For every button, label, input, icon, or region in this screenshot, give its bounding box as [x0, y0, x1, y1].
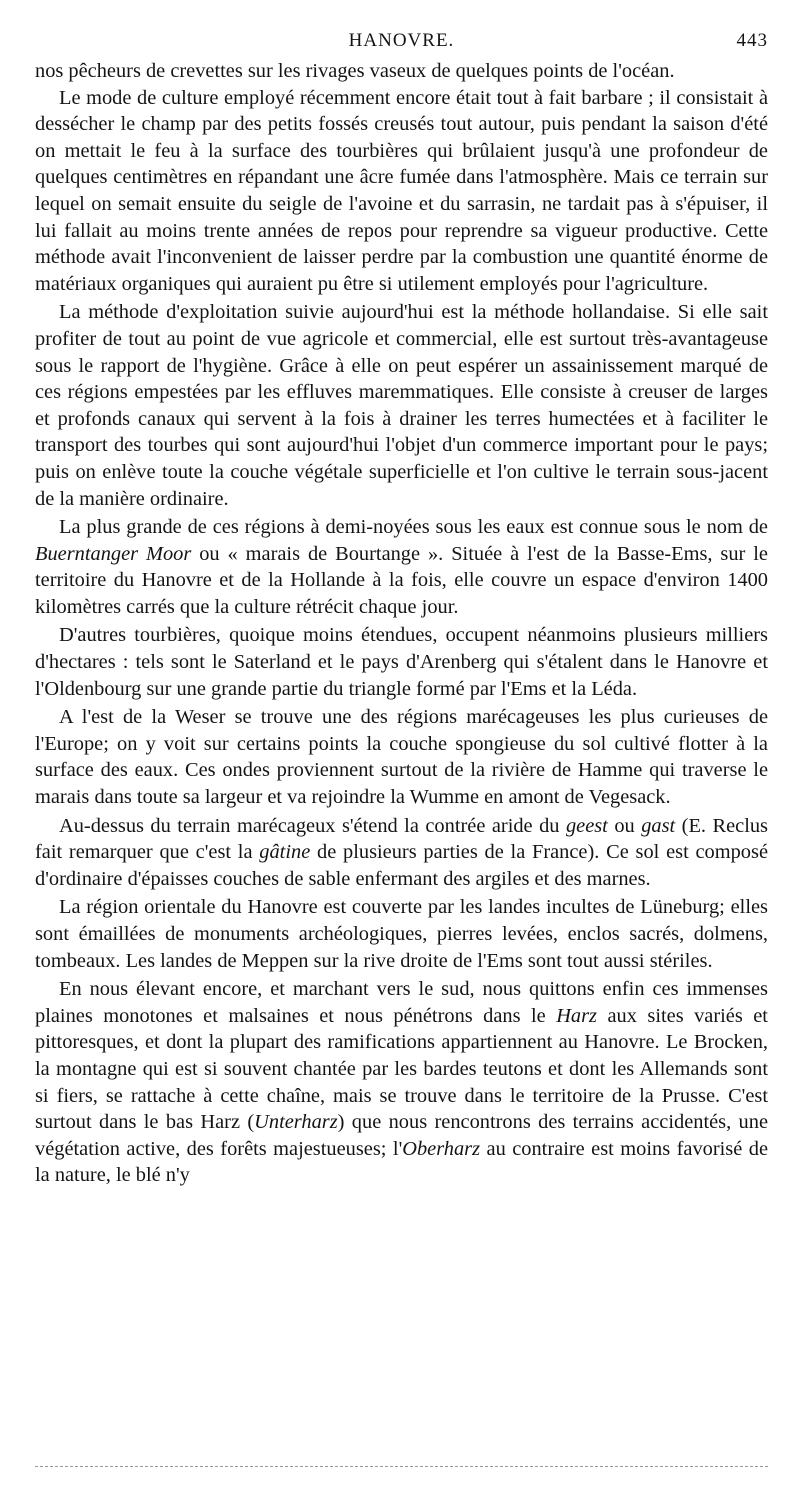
paragraph-text: En nous élevant encore, et marchant vers le sud, nous quittons enfin ces immenses plaines monotones et malsaines et nous pénétrons dans le — [35, 978, 768, 1027]
paragraph-text: au contraire est moins favorisé de la nature, le blé n'y — [35, 1137, 768, 1187]
paragraph-text: ) que nous rencontrons des terrains accidentés, une végétation active, des forêts majestueuses; l' — [35, 1111, 768, 1160]
paragraph — [35, 514, 768, 620]
bottom-margin-rule — [35, 1466, 768, 1467]
running-title: HANOVRE. — [348, 30, 455, 51]
paragraph-text: aux sites variés et pittoresques, et dont la plupart des ramifications appartiennent au Hanovre. Le Brocken, la montagne qui est si souvent chantée par les bardes teutons et dont les Allemands sont si fiers, se rattache à cette chaîne, mais se trouve dans le territoire de la Prusse. C'est surtout dans le bas Harz ( — [35, 1004, 768, 1134]
italic-term: gâtine — [259, 841, 311, 864]
body-text — [35, 58, 768, 1189]
paragraph-text: A l'est de la Weser se trouve une des régions marécageuses les plus curieuses de l'Europe; on y voit sur certains points la couche spongieuse du sol cultivé flotter à la surface des eaux. Ces ondes proviennent surtout de la rivière de Hamme qui traverse le marais dans toute sa largeur et va rejoindre la Wumme en amont de Vegesack. — [35, 706, 768, 809]
italic-term: Oberharz — [402, 1137, 481, 1160]
paragraph-text: de plusieurs parties de la France). Ce sol est composé d'ordinaire d'épaisses couches de sable enfermant des argiles et des marnes. — [35, 841, 768, 890]
paragraph-text: La région orientale du Hanovre est couverte par les landes incultes de Lüneburg; elles sont émaillées de monuments archéologiques, pierres levées, enclos sacrés, dolmens, tombeaux. Les landes de Meppen sur la rive droite de l'Ems sont tout aussi stériles. — [35, 896, 768, 972]
paragraph — [35, 704, 768, 810]
page-number: 443 — [736, 30, 768, 51]
paragraph — [35, 622, 768, 702]
paragraph — [35, 813, 768, 893]
paragraph-text: La méthode d'exploitation suivie aujourd'hui est la méthode hollandaise. Si elle sait profiter de tout au point de vue agricole et commercial, elle est surtout très-avantageuse sous le rapport de l'hygiène. Grâce à elle on peut espérer un assainissement marqué de ces régions empestées par les effluves maremmatiques. Elle consiste à creuser de larges et profonds canaux qui servent à la fois à drainer les terres humectées et à faciliter le transport des tourbes qui sont aujourd'hui l'objet d'un commerce important pour le pays; puis on enlève toute la couche végétale superficielle et l'on cultive le terrain sous-jacent de la manière ordinaire. — [35, 301, 768, 510]
italic-term: Buerntanger Moor — [35, 542, 192, 565]
paragraph — [35, 58, 768, 85]
book-page — [35, 28, 768, 1189]
paragraph-text: (E. Reclus fait remarquer que c'est la — [35, 814, 768, 864]
italic-term: geest — [565, 814, 608, 837]
italic-term: Unterharz — [254, 1111, 338, 1134]
paragraph-text: ou — [607, 814, 642, 837]
paragraph-text: Le mode de culture employé récemment encore était tout à fait barbare ; il consistait à dessécher le champ par des petits fossés creusés tout autour, puis pendant la saison d'été on mettait le feu à la surface des tourbières qui brûlaient jusqu'à une profondeur de quelques centimètres en répandant une âcre fumée dans l'atmosphère. Mais ce terrain sur lequel on semait ensuite du seigle de l'avoine et du sarrasin, ne tardait pas à s'épuiser, il lui fallait au moins trente années de repos pour reprendre sa vigueur productive. Cette méthode avait l'inconvenient de laisser perdre par la combustion une quantité énorme de matériaux organiques qui auraient pu être si utilement employés pour l'agriculture. — [35, 86, 768, 295]
paragraph — [35, 976, 768, 1189]
italic-term: Harz — [556, 1004, 597, 1027]
paragraph — [35, 894, 768, 974]
paragraph-text: Au-dessus du terrain marécageux s'étend la contrée aride du — [59, 814, 566, 837]
paragraph-text: La plus grande de ces régions à demi-noyées sous les eaux est connue sous le nom de — [59, 516, 768, 539]
italic-term: gast — [641, 814, 676, 837]
paragraph — [35, 85, 768, 298]
paragraph-text: nos pêcheurs de crevettes sur les rivages vaseux de quelques points de l'océan. — [35, 60, 675, 82]
paragraph-text: ou « marais de Bourtange ». Située à l'est de la Basse-Ems, sur le territoire du Hanovre et de la Hollande à la fois, elle couvre un espace d'environ 1400 kilomètres carrés que la culture rétrécit chaque jour. — [35, 542, 768, 618]
page-header — [35, 28, 768, 58]
paragraph — [35, 299, 768, 512]
paragraph-text: D'autres tourbières, quoique moins étendues, occupent néanmoins plusieurs milliers d'hectares : tels sont le Saterland et le pays d'Arenberg qui s'étalent dans le Hanovre et l'Oldenbourg sur une grande partie du triangle formé par l'Ems et la Léda. — [35, 624, 768, 700]
